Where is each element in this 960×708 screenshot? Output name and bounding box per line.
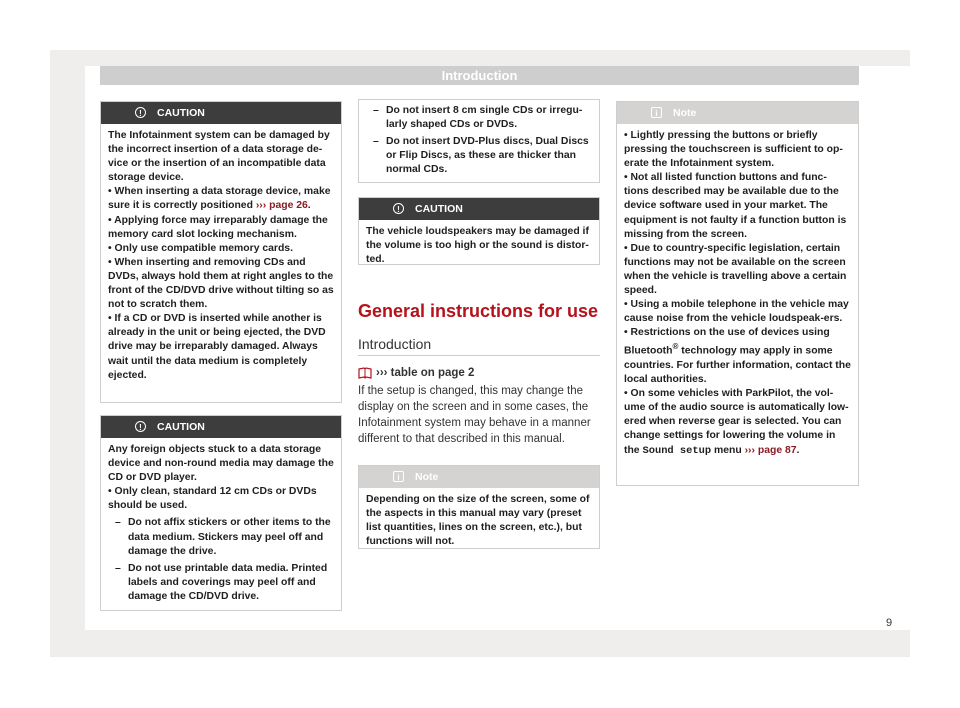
note-header [359, 466, 599, 488]
section-body-text: If the setup is changed, this may change the display on the screen and in some cases, the Infotainment system may behave in a manner different to that described in this manual. [358, 385, 591, 445]
bullet-item: • Using a mobile telephone in the vehicle may cause noise from the vehicle loudspeak-ers. [624, 299, 849, 325]
dash-item: – Do not insert 8 cm single CDs or irregu-larly shaped CDs or DVDs. [373, 105, 583, 131]
caution-text: The vehicle loudspeakers may be damaged if the volume is too high or the sound is distor-ted. [366, 226, 589, 266]
bullet-item: • Only use compatible memory cards. [108, 242, 293, 254]
dash-item: – Do not use printable data media. Printed labels and coverings may peel off and damage the CD/DVD drive. [115, 562, 328, 602]
caution-body [101, 124, 341, 383]
caution-box-loudspeakers [358, 197, 600, 265]
bullet-item: • On some vehicles with ParkPilot, the vol-ume of the audio source is automatically low-ered when reverse gear is selected. You can change settings for lowering the volume in the Sound setup menu ››› page 87. [624, 388, 849, 457]
section-title: General instructions for use [358, 301, 599, 321]
note-body [617, 124, 858, 458]
note-body [359, 488, 599, 549]
note-box-general [616, 101, 859, 486]
caution-intro: Any foreign objects stuck to a data storage device and non-round media may damage the CD or DVD player. [108, 444, 334, 484]
bullet-item: • Restrictions on the use of devices using Bluetooth® technology may apply in some countries. For further information, contact the local authorities. [624, 327, 851, 386]
info-icon: i [651, 107, 662, 118]
book-icon [358, 367, 372, 379]
bullet-item: • If a CD or DVD is inserted while another is already in the unit or being ejected, the DVD drive may be irreparably damaged. Always wait until the data medium is completely ejected. [108, 313, 326, 381]
warning-circle-icon: ! [135, 107, 146, 118]
caution-body [359, 220, 599, 267]
page-link[interactable]: ››› page 87 [744, 444, 797, 456]
section-subtitle: Introduction [358, 336, 432, 352]
note-label: Note [415, 471, 439, 483]
note-header [617, 102, 858, 124]
note-text: Depending on the size of the screen, some of the aspects in this manual may vary (preset list quantities, lines on the screen, etc.), but functions will not. [366, 494, 590, 548]
page-link[interactable]: ››› page 26 [255, 200, 308, 212]
table-link[interactable]: ››› table on page 2 [376, 367, 475, 380]
bullet-item: • When inserting and removing CDs and DVDs, always hold them at right angles to the front of the CD/DVD drive without tilting so as not to scratch them. [108, 256, 334, 311]
caution-label: CAUTION [415, 203, 463, 215]
bullet-item: • When inserting a data storage device, make sure it is correctly positioned ››› page 26. [108, 186, 331, 212]
bullet-item: • Lightly pressing the buttons or briefly pressing the touchscreen is sufficient to op-erate the Infotainment system. [624, 130, 843, 170]
page-header-title: Introduction [441, 68, 518, 83]
caution-box-data-storage [100, 101, 342, 403]
caution-continuation-box [358, 99, 600, 183]
caution-body [101, 438, 341, 604]
caution-box-foreign-objects [100, 415, 342, 611]
dash-item: – Do not affix stickers or other items to the data medium. Stickers may peel off and damage the drive. [115, 517, 331, 557]
menu-name: Sound setup [642, 444, 712, 457]
caution-label: CAUTION [157, 421, 205, 433]
dash-item: – Do not insert DVD-Plus discs, Dual Discs or Flip Discs, as these are thicker than normal CDs. [373, 136, 589, 176]
info-icon: i [393, 471, 404, 482]
note-label: Note [673, 107, 697, 119]
caution-header [101, 416, 341, 438]
bullet-item: • Not all listed function buttons and func-tions described may be available due to the device software used in your market. The equipment is not faulty if a function button is missing from the screen. [624, 172, 847, 240]
bullet-item: • Due to country-specific legislation, certain functions may not be available on the screen when the vehicle is travelling above a certain speed. [624, 242, 847, 297]
caution-header [101, 102, 341, 124]
bullet-item: • Applying force may irreparably damage the memory card slot locking mechanism. [108, 214, 328, 240]
note-box-screen-size [358, 465, 600, 549]
warning-circle-icon: ! [135, 421, 146, 432]
continuation-body [359, 100, 599, 177]
page-number: 9 [886, 617, 893, 629]
warning-circle-icon: ! [393, 203, 404, 214]
caution-label: CAUTION [157, 107, 205, 119]
section-divider [358, 355, 600, 356]
caution-header [359, 198, 599, 220]
bullet-item: • Only clean, standard 12 cm CDs or DVDs should be used. [108, 486, 317, 512]
table-reference [358, 367, 474, 379]
caution-intro: The Infotainment system can be damaged by the incorrect insertion of a data storage de-vice or the insertion of an incompatible data storage device. [108, 130, 330, 184]
